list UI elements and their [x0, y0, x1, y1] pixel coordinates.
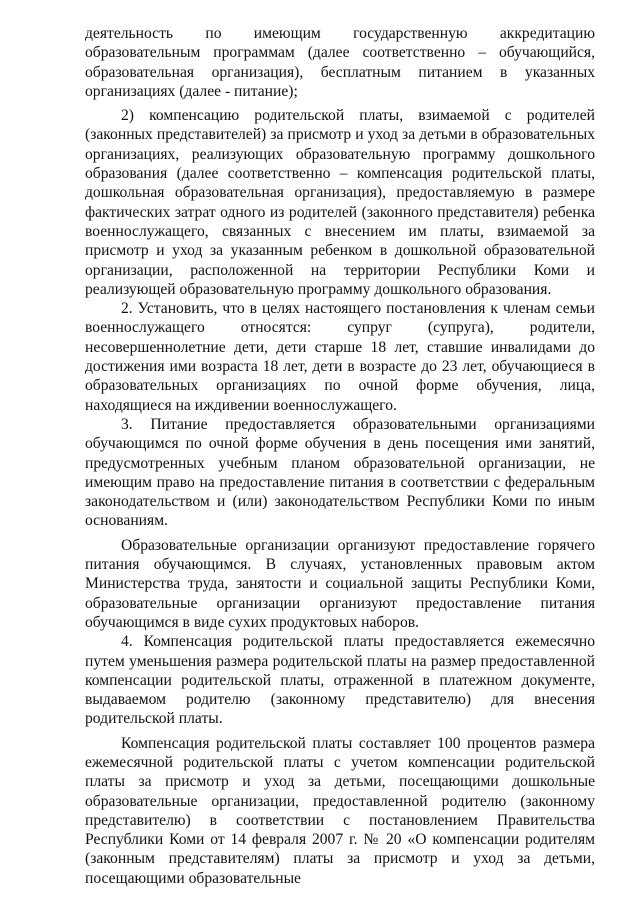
paragraph-hot-meals: Образовательные организации организуют предоставление горячего питания обучающимся. В случаях, установленных правовым актом Министерства труда, занятости и социальной защиты Республики Коми, образовательные организации организуют предоставление питания обучающимся в виде сухих продуктовых наборов.: [85, 536, 595, 631]
paragraph-point-2-family-members: 2. Установить, что в целях настоящего постановления к членам семьи военнослужащего относятся: супруг (супруга), родители, несовершеннолетние дети, дети старше 18 лет, ставшие инвалидами до достижения ими возраста 18 лет, дети в возрасте до 23 лет, обучающиеся в образовательных организациях по очной форме обучения, лица, находящиеся на иждивении военнослужащего.: [85, 300, 595, 414]
paragraph-point-3-meals: 3. Питание предоставляется образовательными организациями обучающимся по очной форме обучения в день посещения ими занятий, предусмотренных учебным планом образовательной организации, не имеющим право на предоставление питания в соответствии с федеральным законодательством и (или) законодательством Республики Коми по иным основаниям.: [85, 415, 595, 530]
paragraph-compensation-amount: Компенсация родительской платы составляет 100 процентов размера ежемесячной родительской платы с учетом компенсации родительской платы за присмотр и уход за детьми, посещающими дошкольные образовательные организации, предоставленной родителю (законному представителю) в соответствии с постановлением Правительства Республики Коми от 14 февраля 2007 г. № 20 «О компенсации родителям (законным представителям) платы за присмотр и уход за детьми, посещающими образовательные: [85, 734, 595, 887]
paragraph-item-2-compensation: 2) компенсацию родительской платы, взимаемой с родителей (законных представителей) за присмотр и уход за детьми в образовательных организациях, реализующих образовательную программу дошкольного образования (далее соответственно – компенсация родительской платы, дошкольная образовательная организация), предоставляемую в размере фактических затрат одного из родителей (законного представителя) ребенка военнослужащего, связанных с внесением им платы, взимаемой за присмотр и уход за указанным ребенком в дошкольной образовательной организации, расположенной на территории Республики Коми и реализующей образовательную программу дошкольного образования.: [85, 107, 595, 298]
paragraph-point-4-compensation: 4. Компенсация родительской платы предоставляется ежемесячно путем уменьшения размера родительской платы на размер предоставленной компенсации родительской платы, отраженной в платежном документе, выдаваемом родителю (законному представителю) для внесения родительской платы.: [85, 633, 595, 728]
paragraph-continuation: деятельность по имеющим государственную аккредитацию образовательным программам (далее соответственно – обучающийся, образовательная организация), бесплатным питанием в указанных организациях (далее - питание);: [85, 25, 595, 100]
